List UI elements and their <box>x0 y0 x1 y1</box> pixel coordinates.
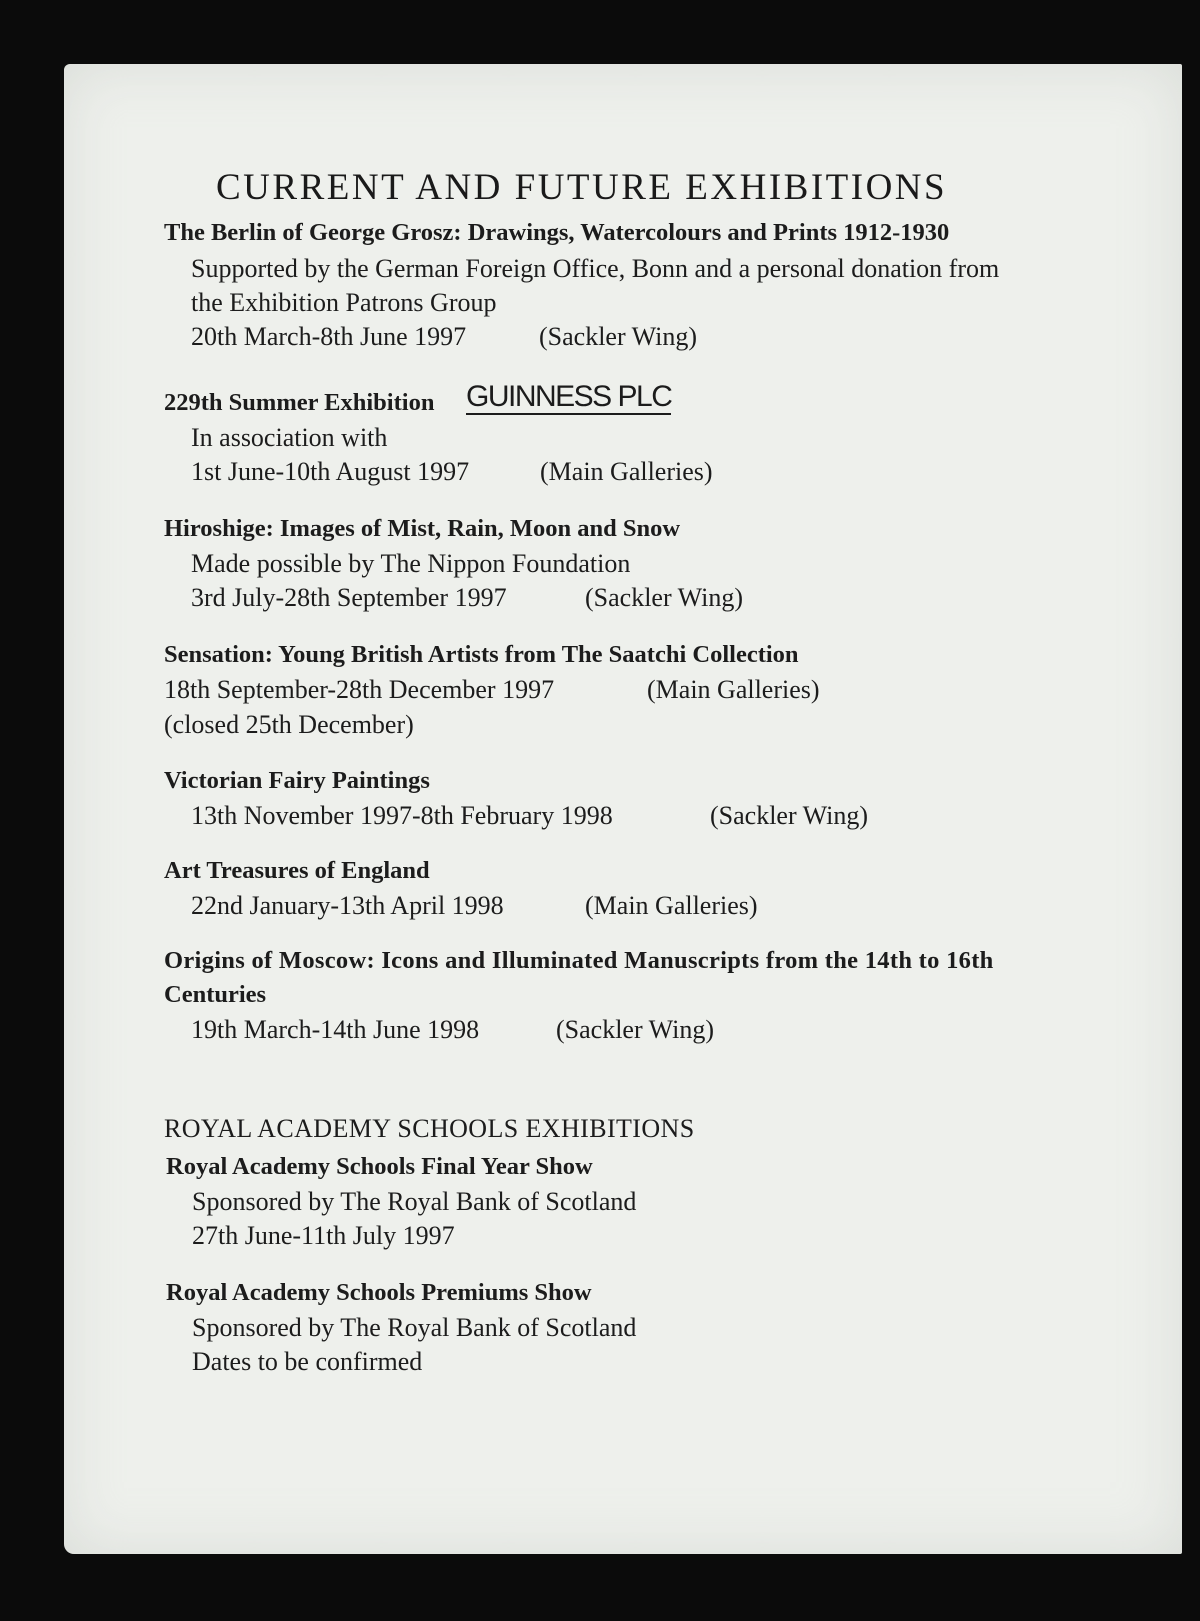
schools-exhibition-sponsor: Sponsored by The Royal Bank of Scotland <box>192 1187 637 1216</box>
exhibition-title: Victorian Fairy Paintings <box>164 767 430 794</box>
exhibition-title: Hiroshige: Images of Mist, Rain, Moon and Snow <box>164 515 681 542</box>
exhibition-note: (closed 25th December) <box>164 710 414 739</box>
exhibition-dates: 20th March-8th June 1997 <box>191 322 467 351</box>
exhibition-venue: (Main Galleries) <box>647 675 820 704</box>
exhibition-venue: (Sackler Wing) <box>710 801 869 830</box>
exhibition-venue: (Sackler Wing) <box>539 322 698 351</box>
exhibition-dates: 18th September-28th December 1997 <box>164 675 555 704</box>
exhibition-sponsor: the Exhibition Patrons Group <box>191 288 497 317</box>
schools-exhibition-dates: 27th June-11th July 1997 <box>192 1221 455 1250</box>
exhibition-dates: 1st June-10th August 1997 <box>191 457 470 486</box>
exhibition-title: Art Treasures of England <box>164 857 430 884</box>
exhibition-title: The Berlin of George Grosz: Drawings, Watercolours and Prints 1912-1930 <box>164 219 950 246</box>
exhibition-dates: 13th November 1997-8th February 1998 <box>191 801 613 830</box>
exhibition-venue: (Main Galleries) <box>540 457 713 486</box>
exhibition-sponsor: Supported by the German Foreign Office, Bonn and a personal donation from <box>191 254 1000 283</box>
exhibition-title: Sensation: Young British Artists from The Saatchi Collection <box>164 641 799 668</box>
guinness-logo: GUINNESS PLC <box>466 380 672 413</box>
exhibition-venue: (Sackler Wing) <box>556 1015 715 1044</box>
document-page <box>64 64 1182 1554</box>
exhibition-sponsor: Made possible by The Nippon Foundation <box>191 549 631 578</box>
exhibition-dates: 22nd January-13th April 1998 <box>191 891 504 920</box>
schools-exhibition-sponsor: Sponsored by The Royal Bank of Scotland <box>192 1313 637 1342</box>
page-title: CURRENT AND FUTURE EXHIBITIONS <box>216 167 948 208</box>
exhibition-dates: 3rd July-28th September 1997 <box>191 583 507 612</box>
exhibition-title: Centuries <box>164 981 267 1008</box>
schools-exhibition-title: Royal Academy Schools Premiums Show <box>166 1279 592 1306</box>
schools-exhibition-dates: Dates to be confirmed <box>192 1347 423 1376</box>
exhibition-title: 229th Summer Exhibition <box>164 389 435 416</box>
section-heading: ROYAL ACADEMY SCHOOLS EXHIBITIONS <box>164 1114 695 1143</box>
exhibition-sponsor: In association with <box>191 423 388 452</box>
exhibition-venue: (Main Galleries) <box>585 891 758 920</box>
exhibition-title: Origins of Moscow: Icons and Illuminated Manuscripts from the 14th to 16th <box>164 947 994 974</box>
exhibition-dates: 19th March-14th June 1998 <box>191 1015 480 1044</box>
schools-exhibition-title: Royal Academy Schools Final Year Show <box>166 1153 593 1180</box>
exhibition-venue: (Sackler Wing) <box>585 583 744 612</box>
